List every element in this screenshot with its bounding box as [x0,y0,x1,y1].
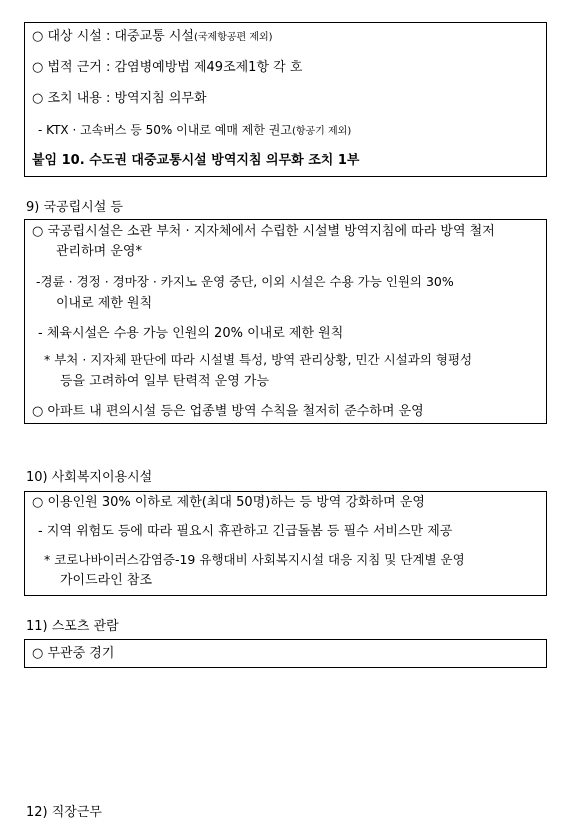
section10-heading: 10) 사회복지이용시설 [26,470,153,485]
appendix-line: 붙임 10. 수도권 대중교통시설 방역지침 의무화 조치 1부 [32,153,360,168]
section11-line1: ○ 무관중 경기 [32,646,115,661]
ktx-note: (항공기 제외) [291,126,352,137]
section9-line1a: ○ 국공립시설은 소관 부처 · 지자체에서 수립한 시설별 방역지침에 따라 방역 철저 [32,224,495,239]
facility-note: (국제항공편 제외) [193,32,273,43]
section9-line4b: 등을 고려하여 일부 탄력적 운영 가능 [60,374,270,389]
section10-line2: - 지역 위험도 등에 따라 필요시 휴관하고 긴급돌봄 등 필수 서비스만 제공 [38,524,453,539]
section9-line1b: 관리하며 운영* [56,244,142,259]
section9-line2a: -경륜 · 경정 · 경마장 · 카지노 운영 중단, 이외 시설은 수용 가능 인원의 30% [36,274,454,289]
ktx-line [38,121,351,141]
facility-line [32,28,273,47]
ktx-text: - KTX · 고속버스 등 50% 이내로 예매 제한 권고 [38,123,292,137]
section10-line1: ○ 이용인원 30% 이하로 제한(최대 50명)하는 등 방역 강화하며 운영 [32,495,425,510]
section9-line5: ○ 아파트 내 편의시설 등은 업종별 방역 수칙을 철저히 준수하며 운영 [32,404,424,419]
measure-line: ○ 조치 내용 : 방역지침 의무화 [32,91,207,106]
section11-heading: 11) 스포츠 관람 [26,619,119,634]
section12-heading: 12) 직장근무 [26,805,102,820]
section9-line3: - 체육시설은 수용 가능 인원의 20% 이내로 제한 원칙 [38,326,344,341]
facility-text: ○ 대상 시설 : 대중교통 시설 [32,29,194,44]
section9-heading: 9) 국공립시설 등 [26,200,123,215]
section9-line4a: * 부처 · 지자체 판단에 따라 시설별 특성, 방역 관리상황, 민간 시설과의 형평성 [44,352,473,367]
legal-basis-line: ○ 법적 근거 : 감염병예방법 제49조제1항 각 호 [32,60,303,75]
section10-line3a: * 코로나바이러스감염증-19 유행대비 사회복지시설 대응 지침 및 단계별 운영 [44,552,465,567]
section10-line3b: 가이드라인 참조 [60,573,153,588]
section9-line2b: 이내로 제한 원칙 [56,296,153,311]
